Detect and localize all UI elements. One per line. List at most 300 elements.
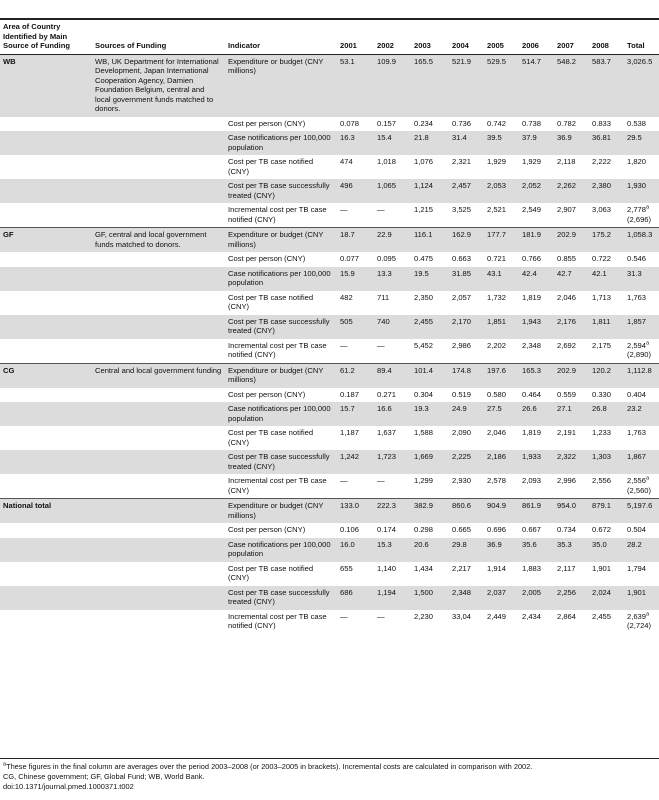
value-cell: 174.8: [449, 363, 484, 388]
value-cell: 2,191: [557, 428, 577, 437]
area-cell: WB: [0, 54, 92, 117]
value-cell: 2,052: [519, 179, 554, 203]
table-row: [0, 339, 659, 364]
table-row: [0, 499, 659, 524]
total-cell: [624, 54, 659, 117]
header-area: Area of Country Identified by Main Source of Funding: [0, 20, 92, 54]
footnote-marker: a: [646, 475, 650, 482]
value-cell: 39.5: [484, 131, 519, 155]
value-cell: 2,434: [522, 611, 542, 621]
value-cell: 0.667: [522, 525, 542, 534]
value-cell: 686: [337, 586, 374, 610]
table-row: [0, 54, 659, 117]
value-cell: 1,588: [414, 428, 434, 437]
value-cell: 2,521: [487, 205, 507, 214]
value-cell: 860.6: [449, 499, 484, 524]
value-cell: 2,996: [557, 476, 577, 485]
total-value: 3,026.5: [627, 56, 653, 66]
value-cell: 2,907: [557, 205, 577, 214]
value-cell: 1,914: [487, 563, 507, 573]
total-cell: [624, 117, 659, 132]
indicator-cell: Cost per person (CNY): [228, 389, 306, 399]
value-cell: 3,525: [452, 205, 472, 214]
value-cell: 1,434: [414, 563, 434, 573]
value-cell: 0.304: [414, 389, 434, 399]
value-cell: 2,118: [557, 157, 576, 166]
total-value: 2,639: [627, 611, 647, 621]
value-cell: 0.077: [340, 254, 360, 263]
value-cell: 165.3: [519, 363, 554, 388]
value-cell: 42.1: [589, 267, 624, 291]
value-cell: 2,455: [592, 611, 612, 621]
value-cell: 0.559: [557, 389, 577, 399]
value-cell: 2,005: [519, 586, 554, 610]
value-cell: 2,202: [487, 340, 507, 350]
total-value: 1,820: [627, 157, 647, 166]
value-cell: 2,053: [484, 179, 519, 203]
source-cell: [92, 252, 225, 267]
table-row: [0, 538, 659, 562]
value-cell: —: [377, 340, 385, 350]
value-cell: 1,929: [487, 157, 507, 166]
header-total: Total: [624, 20, 659, 54]
value-cell: 0.833: [592, 118, 612, 128]
value-cell: 0.738: [522, 118, 542, 128]
total-value: 1,930: [627, 181, 647, 190]
value-cell: 36.9: [554, 131, 589, 155]
value-cell: 0.078: [340, 118, 360, 128]
table-row: [0, 610, 659, 634]
table-row: [0, 315, 659, 339]
area-cell: [0, 117, 92, 132]
area-cell: [0, 474, 92, 499]
header-year: 2004: [449, 20, 484, 54]
total-bracket-value: (2,890): [627, 350, 652, 359]
value-cell: 1,076: [414, 157, 434, 166]
value-cell: 0.271: [377, 389, 397, 399]
total-value: 0.504: [627, 525, 647, 534]
value-cell: 2,457: [449, 179, 484, 203]
header-row: [0, 20, 659, 54]
value-cell: 27.5: [484, 402, 519, 426]
table-top-rule: [0, 0, 659, 20]
value-cell: 655: [340, 563, 353, 573]
value-cell: 2,262: [554, 179, 589, 203]
value-cell: 36.81: [589, 131, 624, 155]
value-cell: 474: [340, 157, 353, 166]
total-cell: [624, 586, 659, 610]
header-year: 2007: [554, 20, 589, 54]
total-cell: [624, 388, 659, 403]
value-cell: 33,04: [452, 611, 472, 621]
total-value: 1,901: [627, 587, 647, 597]
source-cell: [92, 267, 225, 291]
value-cell: 1,883: [522, 563, 542, 573]
value-cell: 548.2: [554, 54, 589, 117]
value-cell: 1,124: [411, 179, 449, 203]
table-footnotes: [0, 758, 659, 792]
value-cell: 1,233: [592, 428, 612, 437]
indicator-cell: Cost per TB case notified (CNY): [228, 563, 314, 582]
indicator-cell: Incremental cost per TB case notified (CNY): [228, 205, 327, 224]
total-cell: [624, 538, 659, 562]
value-cell: 202.9: [554, 228, 589, 253]
header-year: 2006: [519, 20, 554, 54]
value-cell: 514.7: [519, 54, 554, 117]
value-cell: 16.3: [337, 131, 374, 155]
table-row: [0, 155, 659, 179]
value-cell: 35.0: [589, 538, 624, 562]
value-cell: 162.9: [449, 228, 484, 253]
value-cell: 2,176: [554, 315, 589, 339]
area-cell: National total: [0, 499, 92, 524]
area-cell: [0, 402, 92, 426]
total-value: 31.3: [627, 268, 642, 278]
total-cell: [624, 291, 659, 315]
value-cell: 2,455: [411, 315, 449, 339]
value-cell: 1,299: [414, 476, 434, 485]
value-cell: 24.9: [449, 402, 484, 426]
source-cell: [92, 203, 225, 228]
area-cell: CG: [0, 363, 92, 388]
value-cell: 0.855: [557, 254, 577, 263]
area-cell: GF: [0, 228, 92, 253]
source-cell: [92, 426, 225, 450]
value-cell: 1,500: [411, 586, 449, 610]
value-cell: 0.174: [377, 525, 397, 534]
total-value: 2,778: [627, 205, 647, 214]
source-cell: [92, 117, 225, 132]
value-cell: 1,901: [592, 563, 612, 573]
area-cell: [0, 155, 92, 179]
value-cell: 175.2: [589, 228, 624, 253]
value-cell: 18.7: [337, 228, 374, 253]
value-cell: 0.721: [487, 254, 507, 263]
source-cell: [92, 474, 225, 499]
total-value: 28.2: [627, 539, 642, 549]
total-cell: [624, 610, 659, 634]
value-cell: 2,057: [452, 292, 472, 302]
value-cell: —: [340, 340, 348, 350]
table-row: [0, 252, 659, 267]
value-cell: 2,449: [487, 611, 507, 621]
value-cell: 879.1: [589, 499, 624, 524]
value-cell: 2,024: [589, 586, 624, 610]
value-cell: 1,933: [519, 450, 554, 474]
value-cell: —: [377, 611, 385, 621]
value-cell: 1,215: [414, 205, 434, 214]
value-cell: 2,225: [449, 450, 484, 474]
value-cell: 27.1: [554, 402, 589, 426]
value-cell: 19.5: [411, 267, 449, 291]
area-cell: [0, 291, 92, 315]
value-cell: 0.742: [487, 118, 507, 128]
value-cell: 2,350: [414, 292, 434, 302]
value-cell: 2,864: [557, 611, 577, 621]
value-cell: —: [377, 476, 385, 485]
value-cell: 1,303: [589, 450, 624, 474]
indicator-cell: Cost per person (CNY): [228, 118, 306, 128]
value-cell: 53.1: [337, 54, 374, 117]
value-cell: 31.85: [449, 267, 484, 291]
table-row: [0, 117, 659, 132]
table-row: [0, 363, 659, 388]
value-cell: 26.8: [589, 402, 624, 426]
value-cell: 2,321: [452, 157, 472, 166]
total-value: 1,867: [627, 452, 647, 461]
value-cell: 15.3: [374, 538, 411, 562]
value-cell: 16.6: [374, 402, 411, 426]
value-cell: 482: [340, 292, 353, 302]
total-cell: [624, 562, 659, 586]
source-cell: Central and local government funding: [92, 363, 225, 388]
footnote-marker: a: [646, 339, 650, 346]
total-cell: [624, 203, 659, 228]
area-cell: [0, 450, 92, 474]
indicator-cell: Case notifications per 100,000 population: [225, 538, 337, 562]
value-cell: 1,723: [374, 450, 411, 474]
source-cell: [92, 402, 225, 426]
value-cell: 0.722: [592, 254, 612, 263]
value-cell: 2,186: [484, 450, 519, 474]
header-year: 2001: [337, 20, 374, 54]
total-cell: [624, 426, 659, 450]
value-cell: 583.7: [589, 54, 624, 117]
table-row: [0, 267, 659, 291]
indicator-cell: Cost per TB case successfully treated (CNY): [225, 586, 337, 610]
value-cell: 202.9: [554, 363, 589, 388]
value-cell: 1,713: [592, 292, 612, 302]
value-cell: 505: [337, 315, 374, 339]
value-cell: 101.4: [411, 363, 449, 388]
indicator-cell: Expenditure or budget (CNY millions): [225, 363, 337, 388]
total-value: 2,594: [627, 340, 647, 350]
header-year: 2003: [411, 20, 449, 54]
data-table: [0, 20, 659, 634]
total-value: 1,112.8: [627, 365, 652, 375]
area-cell: [0, 426, 92, 450]
value-cell: 2,380: [589, 179, 624, 203]
value-cell: 2,046: [557, 292, 577, 302]
source-cell: [92, 523, 225, 538]
value-cell: 0.234: [414, 118, 434, 128]
value-cell: 2,222: [592, 157, 612, 166]
value-cell: 2,549: [522, 205, 542, 214]
total-value: 1,058.3: [627, 230, 653, 239]
total-cell: [624, 267, 659, 291]
value-cell: 0.696: [487, 525, 507, 534]
value-cell: 19.3: [411, 402, 449, 426]
footnote-text: These figures in the final column are averages over the period 2003–2008 (or 2003–2005 in brackets). Incremental costs are calculated in comparison with 2002.: [6, 762, 533, 771]
total-cell: [624, 450, 659, 474]
source-cell: [92, 131, 225, 155]
value-cell: 15.7: [337, 402, 374, 426]
total-bracket-value: (2,560): [627, 485, 652, 495]
value-cell: 0.766: [522, 254, 542, 263]
value-cell: 1,732: [487, 292, 507, 302]
value-cell: 0.736: [452, 118, 472, 128]
total-cell: [624, 179, 659, 203]
value-cell: 2,046: [487, 428, 507, 437]
indicator-cell: Cost per TB case successfully treated (CNY): [225, 315, 337, 339]
value-cell: 1,194: [374, 586, 411, 610]
value-cell: 1,065: [374, 179, 411, 203]
value-cell: 0.187: [340, 389, 360, 399]
total-value: 1,794: [627, 563, 647, 573]
indicator-cell: Case notifications per 100,000 population: [225, 402, 337, 426]
value-cell: 109.9: [374, 54, 411, 117]
source-cell: GF, central and local government funds matched to donors.: [92, 228, 225, 253]
value-cell: 0.330: [592, 389, 612, 399]
table-row: [0, 474, 659, 499]
value-cell: 0.782: [557, 118, 577, 128]
indicator-cell: Cost per TB case notified (CNY): [228, 428, 314, 447]
footnote-marker: a: [646, 610, 650, 617]
area-cell: [0, 315, 92, 339]
value-cell: 2,930: [452, 476, 472, 485]
value-cell: 31.4: [449, 131, 484, 155]
source-cell: [92, 586, 225, 610]
total-value: 5,197.6: [627, 501, 653, 510]
value-cell: 0.106: [340, 525, 360, 534]
table-row: [0, 131, 659, 155]
header-year: 2008: [589, 20, 624, 54]
area-cell: [0, 610, 92, 634]
table-row: [0, 426, 659, 450]
indicator-cell: Cost per TB case successfully treated (CNY): [225, 450, 337, 474]
indicator-cell: Expenditure or budget (CNY millions): [225, 54, 337, 117]
area-cell: [0, 267, 92, 291]
source-cell: [92, 291, 225, 315]
indicator-cell: Incremental cost per TB case (CNY): [228, 476, 327, 495]
total-cell: [624, 228, 659, 253]
area-cell: [0, 586, 92, 610]
value-cell: 35.6: [519, 538, 554, 562]
value-cell: 13.3: [374, 267, 411, 291]
total-value: 0.546: [627, 254, 647, 263]
footnote-marker: a: [3, 761, 7, 768]
table-body: [0, 54, 659, 634]
area-cell: [0, 523, 92, 538]
value-cell: 2,170: [449, 315, 484, 339]
source-cell: [92, 562, 225, 586]
total-value: 2,556: [627, 476, 647, 485]
area-cell: [0, 538, 92, 562]
total-cell: [624, 315, 659, 339]
indicator-cell: Case notifications per 100,000 population: [225, 131, 337, 155]
total-cell: [624, 474, 659, 499]
value-cell: 89.4: [374, 363, 411, 388]
abbreviations-note: CG, Chinese government; GF, Global Fund; WB, World Bank.: [3, 772, 205, 781]
value-cell: 0.464: [522, 389, 542, 399]
area-cell: [0, 388, 92, 403]
value-cell: 1,140: [377, 563, 397, 573]
total-value: 0.404: [627, 389, 647, 399]
table-row: [0, 402, 659, 426]
total-cell: [624, 131, 659, 155]
value-cell: 21.8: [411, 131, 449, 155]
value-cell: 0.095: [377, 254, 397, 263]
value-cell: 1,819: [522, 292, 542, 302]
value-cell: 2,217: [452, 563, 472, 573]
value-cell: 1,669: [411, 450, 449, 474]
value-cell: 2,348: [522, 340, 542, 350]
value-cell: 2,117: [557, 563, 576, 573]
value-cell: 29.8: [449, 538, 484, 562]
header-sources: Sources of Funding: [92, 20, 225, 54]
value-cell: 0.298: [414, 525, 434, 534]
value-cell: 1,811: [589, 315, 624, 339]
value-cell: 740: [374, 315, 411, 339]
indicator-cell: Case notifications per 100,000 population: [225, 267, 337, 291]
value-cell: 1,819: [522, 428, 542, 437]
value-cell: 3,063: [592, 205, 612, 214]
value-cell: 2,256: [554, 586, 589, 610]
value-cell: 26.6: [519, 402, 554, 426]
value-cell: 861.9: [519, 499, 554, 524]
total-value: 1,763: [627, 428, 647, 437]
total-cell: [624, 155, 659, 179]
value-cell: 1,929: [522, 157, 542, 166]
total-value: 1,763: [627, 292, 647, 302]
value-cell: 496: [337, 179, 374, 203]
source-cell: [92, 179, 225, 203]
table-row: [0, 450, 659, 474]
doi-text: doi:10.1371/journal.pmed.1000371.t002: [3, 782, 134, 791]
table-row: [0, 203, 659, 228]
value-cell: 1,242: [337, 450, 374, 474]
value-cell: 0.157: [377, 118, 397, 128]
footnote-marker: a: [646, 204, 650, 211]
indicator-cell: Cost per TB case notified (CNY): [228, 292, 314, 311]
table-row: [0, 523, 659, 538]
area-cell: [0, 562, 92, 586]
value-cell: 2,175: [592, 340, 612, 350]
indicator-cell: Expenditure or budget (CNY millions): [225, 499, 337, 524]
value-cell: 382.9: [411, 499, 449, 524]
header-indicator: Indicator: [225, 20, 337, 54]
value-cell: 0.475: [414, 254, 434, 263]
table-row: [0, 179, 659, 203]
area-cell: [0, 252, 92, 267]
source-cell: [92, 450, 225, 474]
value-cell: 42.4: [519, 267, 554, 291]
value-cell: 1,187: [340, 428, 360, 437]
table-row: [0, 562, 659, 586]
value-cell: 1,943: [519, 315, 554, 339]
value-cell: 133.0: [337, 499, 374, 524]
area-cell: [0, 203, 92, 228]
total-cell: [624, 339, 659, 364]
total-value: 0.538: [627, 118, 647, 128]
value-cell: 22.9: [374, 228, 411, 253]
total-cell: [624, 363, 659, 388]
value-cell: 2,692: [557, 340, 577, 350]
value-cell: 529.5: [484, 54, 519, 117]
indicator-cell: Incremental cost per TB case notified (CNY): [228, 611, 327, 630]
value-cell: 1,851: [484, 315, 519, 339]
value-cell: 43.1: [484, 267, 519, 291]
area-cell: [0, 131, 92, 155]
value-cell: 0.580: [487, 389, 507, 399]
area-cell: [0, 339, 92, 364]
value-cell: 2,230: [414, 611, 434, 621]
table-row: [0, 388, 659, 403]
value-cell: 2,093: [522, 476, 542, 485]
source-cell: [92, 538, 225, 562]
value-cell: 20.6: [411, 538, 449, 562]
value-cell: 0.519: [452, 389, 472, 399]
